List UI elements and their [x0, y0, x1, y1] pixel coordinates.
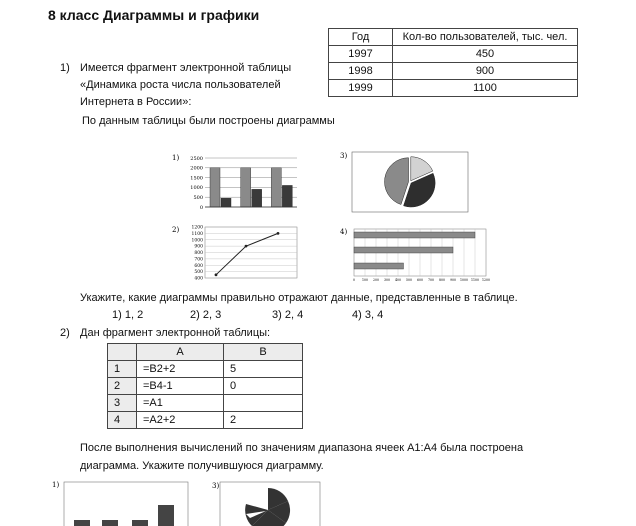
table-row: [329, 80, 578, 97]
y-tick-label: 1200: [191, 225, 203, 231]
column-header-a: A: [137, 344, 224, 361]
y-tick-label: 800: [194, 251, 203, 257]
data-point: [245, 245, 248, 248]
task1-line1: Имеется фрагмент электронной таблицы: [80, 62, 292, 74]
x-tick-label: 1100: [470, 278, 480, 282]
table-cell: [224, 395, 303, 412]
pie-slice: [385, 158, 409, 205]
x-tick-label: 900: [449, 278, 457, 282]
table-cell: 1997: [329, 46, 393, 63]
figure-label: 1): [52, 481, 60, 489]
column-header-b: B: [224, 344, 303, 361]
table-cell: =B2+2: [137, 361, 224, 378]
table-cell: 2: [224, 412, 303, 429]
answer-option-3: 3) 2, 4: [272, 309, 304, 321]
bar: [241, 168, 251, 207]
figure-2: [172, 222, 302, 282]
x-tick-label: 0: [352, 278, 356, 282]
task2-line3: диаграмма. Укажите получившуюся диаграмму.: [80, 460, 324, 472]
row-header: 2: [108, 378, 137, 395]
bar: [102, 520, 118, 526]
bar: [221, 198, 231, 207]
y-tick-label: 1100: [191, 231, 203, 237]
population-table: [328, 28, 578, 97]
table-row: [329, 63, 578, 80]
task2-figure-3: [212, 480, 324, 526]
bar: [74, 520, 90, 526]
task2-figure-1: [52, 478, 192, 526]
y-tick-label: 1500: [190, 175, 203, 182]
table-header-cell: Кол-во пользователей, тыс. чел.: [393, 29, 578, 46]
bar: [158, 505, 174, 526]
task2-line2: После выполнения вычислений по значениям диапазона ячеек А1:А4 была построена: [80, 442, 524, 454]
figure-label: 2): [172, 226, 180, 234]
x-tick-label: 300: [383, 278, 391, 282]
table-header-cell: Год: [329, 29, 393, 46]
y-tick-label: 900: [194, 244, 203, 250]
corner-cell: [108, 344, 137, 361]
answer-option-1: 1) 1, 2: [112, 309, 144, 321]
table-cell: 1999: [329, 80, 393, 97]
table-row: [108, 378, 303, 395]
row-header: 1: [108, 361, 137, 378]
bar: [282, 185, 292, 207]
answer-option-2: 2) 2, 3: [190, 309, 222, 321]
x-tick-label: 400: [394, 278, 402, 282]
y-tick-label: 1000: [190, 185, 203, 192]
y-tick-label: 2000: [190, 165, 203, 172]
task2-line1: Дан фрагмент электронной таблицы:: [80, 327, 271, 339]
y-tick-label: 500: [194, 270, 203, 276]
bar: [132, 520, 148, 526]
y-tick-label: 1000: [191, 238, 203, 244]
table-cell: =B4-1: [137, 378, 224, 395]
table-cell: 1100: [393, 80, 578, 97]
table-cell: 450: [393, 46, 578, 63]
table-cell: =A2+2: [137, 412, 224, 429]
table-cell: 900: [393, 63, 578, 80]
table-row: [108, 412, 303, 429]
bar: [252, 189, 262, 207]
table-row: [108, 395, 303, 412]
spreadsheet-fragment: [107, 343, 303, 429]
task1-question: Укажите, какие диаграммы правильно отражают данные, представленные в таблице.: [80, 292, 518, 304]
task1-line3: Интернета в России»:: [80, 96, 192, 108]
y-tick-label: 400: [194, 276, 203, 282]
x-tick-label: 700: [427, 278, 435, 282]
bar: [354, 263, 404, 269]
bar: [354, 232, 475, 238]
figure-label: 3): [212, 482, 220, 490]
figure-label: 3): [340, 152, 348, 160]
x-tick-label: 200: [372, 278, 380, 282]
y-tick-label: 600: [194, 263, 203, 269]
table-cell: =A1: [137, 395, 224, 412]
y-tick-label: 2500: [190, 155, 203, 162]
x-tick-label: 1000: [459, 278, 469, 282]
figure-3: [340, 148, 472, 216]
task1-line4: По данным таблицы были построены диаграммы: [82, 115, 335, 127]
x-tick-label: 600: [416, 278, 424, 282]
task2-number: 2): [60, 327, 70, 339]
x-tick-label: 100: [361, 278, 369, 282]
table-row: [108, 361, 303, 378]
table-cell: 0: [224, 378, 303, 395]
table-header-row: [108, 344, 303, 361]
figure-label: 1): [172, 154, 180, 162]
task1-number: 1): [60, 62, 70, 74]
row-header: 4: [108, 412, 137, 429]
figure-4: [340, 226, 490, 286]
row-header: 3: [108, 395, 137, 412]
page-title: 8 класс Диаграммы и графики: [48, 7, 260, 23]
task1-line2: «Динамика роста числа пользователей: [80, 79, 281, 91]
y-tick-label: 0: [199, 204, 203, 211]
figure-label: 4): [340, 228, 348, 236]
table-cell: 1998: [329, 63, 393, 80]
bar: [210, 168, 220, 207]
x-tick-label: 800: [438, 278, 446, 282]
table-header-row: [329, 29, 578, 46]
data-point: [215, 273, 218, 276]
answer-option-4: 4) 3, 4: [352, 309, 384, 321]
bar: [271, 168, 281, 207]
table-cell: 5: [224, 361, 303, 378]
data-point: [277, 232, 280, 235]
x-tick-label: 1200: [481, 278, 490, 282]
bar: [354, 247, 453, 253]
figure-1: [172, 150, 302, 212]
table-row: [329, 46, 578, 63]
y-tick-label: 500: [193, 195, 203, 201]
x-tick-label: 500: [405, 278, 413, 282]
y-tick-label: 700: [194, 257, 203, 263]
